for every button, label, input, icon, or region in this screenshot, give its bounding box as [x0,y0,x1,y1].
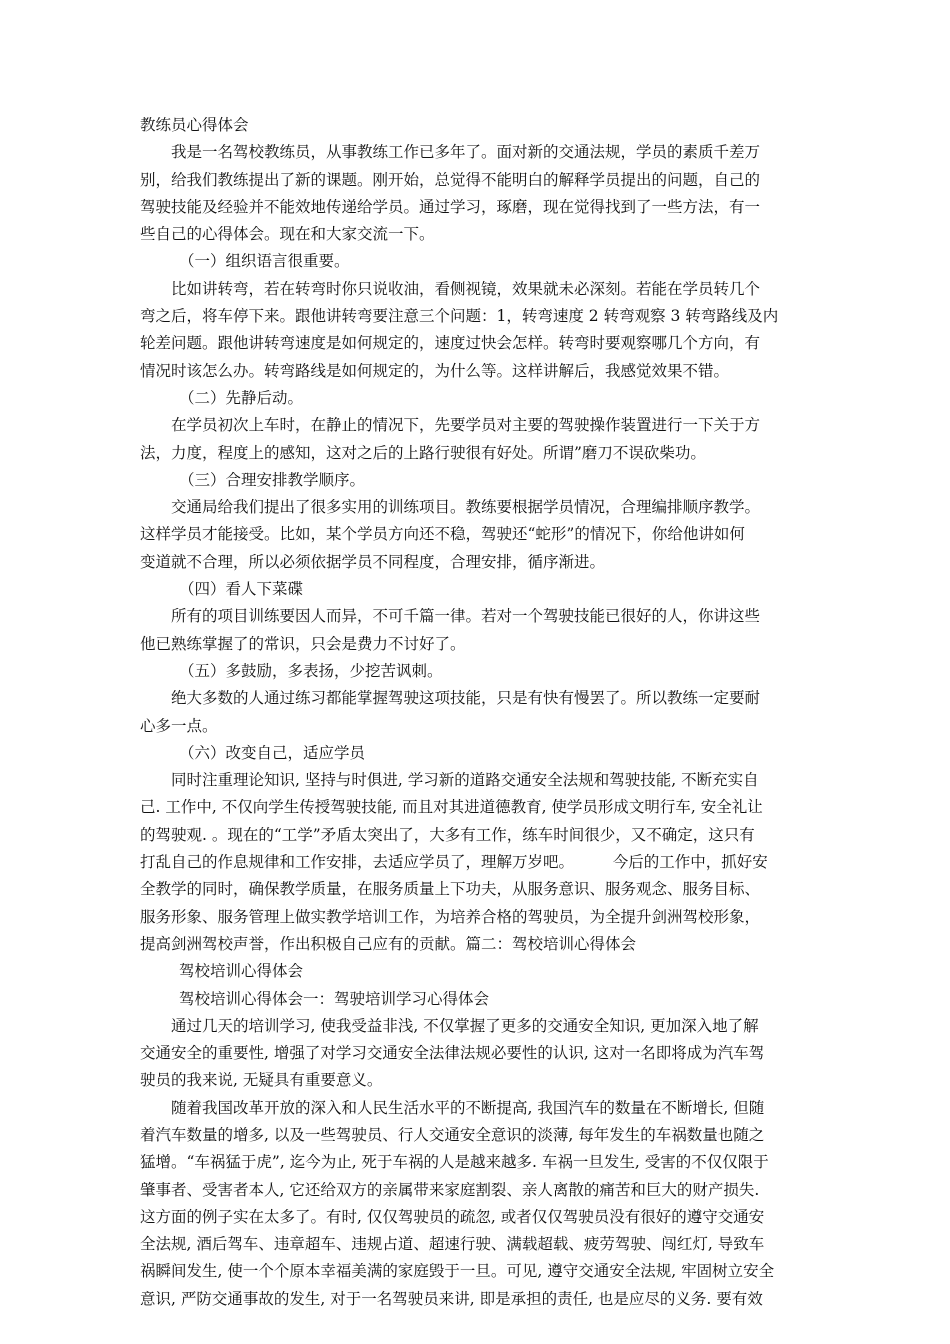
paragraph-line: 驶员的我来说, 无疑具有重要意义。 [140,1071,383,1090]
document-body [140,139,812,1313]
paragraph-line: 服务形象、服务管理上做实教学培训工作，为培养合格的驾驶员，为全提升剑洲驾校形象， [140,907,761,926]
paragraph [140,685,812,740]
document-title: 教练员心得体会 [140,116,249,134]
section-heading: 驾校培训心得体会 [179,962,304,981]
paragraph-line: 的驾驶观. 。现在的“工学”矛盾太突出了，大多有工作，练车时间很少，又不确定，这只有 [140,825,755,844]
paragraph-line: 绝大多数的人通过练习都能掌握驾驶这项技能，只是有快有慢罢了。所以教练一定要耐 [171,689,761,708]
paragraph [140,767,812,958]
paragraph-line: 肇事者、受害者本人, 它还给双方的亲属带来家庭割裂、亲人离散的痛苦和巨大的财产损失. [140,1180,760,1199]
paragraph-line: 情况时该怎么办。转弯路线是如何规定的，为什么等。这样讲解后，我感觉效果不错。 [140,361,730,380]
paragraph-line: 着汽车数量的增多, 以及一些驾驶员、行人交通安全意识的淡薄, 每年发生的车祸数量也随之 [140,1125,765,1144]
section-heading: 驾校培训心得体会一：驾驶培训学习心得体会 [179,989,490,1008]
paragraph-line: 猛增。“车祸猛于虎”, 迄今为止, 死于车祸的人是越来越多. 车祸一旦发生, 受害的不仅仅限于 [140,1153,769,1172]
section-heading: （一）组织语言很重要。 [179,252,350,271]
paragraph [140,603,812,658]
section-heading: （三）合理安排教学顺序。 [179,470,366,489]
paragraph-line: 意识, 严防交通事故的发生, 对于一名驾驶员来讲, 即是承担的责任, 也是应尽的义务. 要有效 [140,1289,763,1308]
paragraph-line: 这方面的例子实在太多了。有时, 仅仅驾驶员的疏忽, 或者仅仅驾驶员没有很好的遵守交通安 [140,1207,765,1226]
paragraph [140,494,812,576]
paragraph-line: 法，力度，程度上的感知，这对之后的上路行驶很有好处。所谓”磨刀不误砍柴功。 [140,443,706,462]
paragraph-line: 在学员初次上车时，在静止的情况下，先要学员对主要的驾驶操作装置进行一下关于方 [171,416,761,435]
paragraph-line: 心多一点。 [140,716,218,735]
paragraph-line: 驾驶技能及经验并不能效地传递给学员。通过学习，琢磨，现在觉得找到了一些方法，有一 [140,197,761,216]
paragraph-line: 提高剑洲驾校声誉，作出积极自己应有的贡献。篇二：驾校培训心得体会 [140,934,637,953]
paragraph-line: 打乱自己的作息规律和工作安排，去适应学员了，理解万岁吧。 今后的工作中，抓好安 [140,853,768,872]
paragraph-line: 轮差问题。跟他讲转弯速度是如何规定的，速度过快会怎样。转弯时要观察哪几个方向，有 [140,334,761,353]
document-page [140,112,812,1313]
paragraph-line: 我是一名驾校教练员，从事教练工作已多年了。面对新的交通法规，学员的素质千差万 [171,143,761,162]
paragraph [140,1013,812,1095]
paragraph-line: 他已熟练掌握了的常识，只会是费力不讨好了。 [140,634,466,653]
paragraph-line: 通过几天的培训学习, 使我受益非浅, 不仅掌握了更多的交通安全知识, 更加深入地了解 [171,1016,759,1035]
paragraph [140,139,812,248]
paragraph-line: 些自己的心得体会。现在和大家交流一下。 [140,225,435,244]
paragraph-line: 同时注重理论知识, 坚持与时俱进, 学习新的道路交通安全法规和驾驶技能, 不断充实自 [171,771,759,790]
paragraph-line: 己. 工作中, 不仅向学生传授驾驶技能, 而且对其进道德教育, 使学员形成文明行车, 安全礼让 [140,798,763,817]
paragraph-line: 全教学的同时，确保教学质量，在服务质量上下功夫，从服务意识、服务观念、服务目标、 [140,880,761,899]
paragraph [140,1095,812,1313]
paragraph-line: 弯之后，将车停下来。跟他讲转弯要注意三个问题：1，转弯速度 2 转弯观察 3 转弯路线及内 [140,307,779,326]
paragraph-line: 祸瞬间发生, 使一个个原本幸福美满的家庭毁于一旦。可见, 遵守交通安全法规, 牢固树立安全 [140,1262,775,1281]
section-heading: （六）改变自己，适应学员 [179,743,366,762]
paragraph-line: 比如讲转弯，若在转弯时你只说收油，看侧视镜，效果就未必深刻。若能在学员转几个 [171,279,761,298]
paragraph-line: 变道就不合理，所以必须依据学员不同程度，合理安排，循序渐进。 [140,552,606,571]
paragraph-line: 所有的项目训练要因人而异，不可千篇一律。若对一个驾驶技能已很好的人，你讲这些 [171,607,761,626]
paragraph [140,412,812,467]
section-heading: （四）看人下菜碟 [179,580,304,599]
section-heading: （二）先静后动。 [179,388,304,407]
paragraph-line: 全法规, 酒后驾车、违章超车、违规占道、超速行驶、满载超载、疲劳驾驶、闯红灯, 导致车 [140,1235,765,1254]
paragraph-line: 别，给我们教练提出了新的课题。刚开始，总觉得不能明白的解释学员提出的问题，自己的 [140,170,761,189]
paragraph-line: 交通局给我们提出了很多实用的训练项目。教练要根据学员情况，合理编排顺序教学。 [171,498,761,517]
paragraph [140,276,812,385]
paragraph-line: 交通安全的重要性, 增强了对学习交通安全法律法规必要性的认识, 这对一名即将成为汽车驾 [140,1044,765,1063]
paragraph-line: 随着我国改革开放的深入和人民生活水平的不断提高, 我国汽车的数量在不断增长, 但随 [171,1098,765,1117]
paragraph-line: 这样学员才能接受。比如，某个学员方向还不稳，驾驶还“蛇形”的情况下，你给他讲如何 [140,525,745,544]
section-heading: （五）多鼓励，多表扬，少挖苦讽刺。 [179,661,443,680]
